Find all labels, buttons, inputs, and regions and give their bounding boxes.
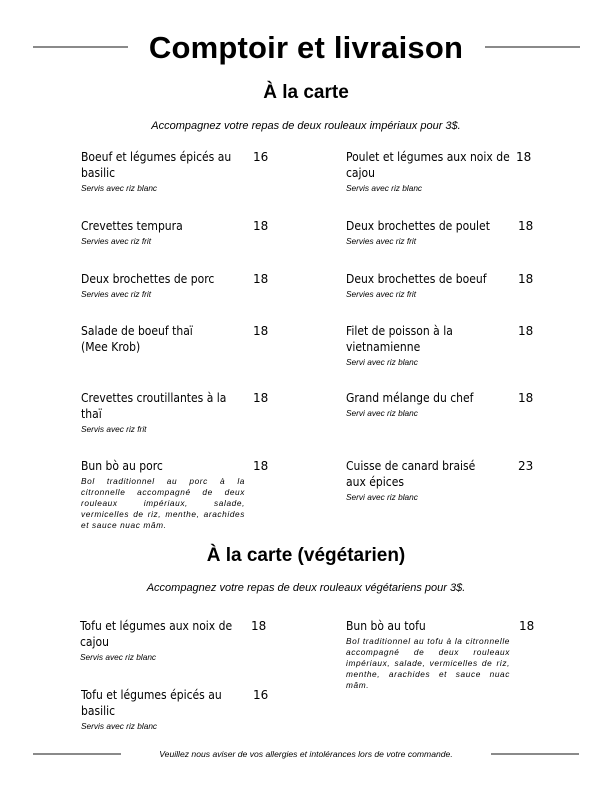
item-name: Tofu et légumes épicés au basilic [81, 688, 222, 718]
menu-item [81, 458, 271, 531]
item-price: 18 [518, 272, 534, 286]
item-name: Deux brochettes de boeuf [346, 272, 487, 286]
item-name: Cuisse de canard braisé aux épices [346, 459, 476, 489]
item-name: Bun bò au tofu [346, 619, 426, 633]
item-description: Servies avec riz frit [81, 289, 152, 299]
menu-item [346, 618, 536, 691]
item-price: 18 [253, 391, 269, 405]
item-price: 18 [518, 324, 534, 338]
item-name: Salade de boeuf thaï (Mee Krob) [81, 324, 193, 354]
item-name: Grand mélange du chef [346, 391, 474, 405]
item-price: 18 [253, 219, 269, 233]
item-name: Filet de poisson à la vietnamienne [346, 324, 453, 354]
section-title-a-la-carte-vegetarien: À la carte (végétarien) [206, 545, 406, 566]
item-price: 18 [516, 150, 532, 164]
item-description: Bol traditionnel au tofu à la citronnelle accompagné de deux rouleaux impériaux, salade, vermicelles de riz, menthe, arachides et sauce nuac mâm. [346, 636, 510, 690]
menu-item [346, 323, 536, 368]
menu-item [346, 458, 536, 503]
footer-note: Veuillez nous aviser de vos allergies et intolérances lors de votre commande. [159, 749, 453, 759]
item-name: Tofu et légumes aux noix de cajou [80, 619, 233, 649]
menu-item [81, 149, 271, 194]
item-description: Servis avec riz blanc [346, 183, 423, 193]
menu-item [346, 149, 536, 194]
item-price: 18 [251, 619, 267, 633]
section-title-a-la-carte: À la carte [263, 82, 349, 103]
item-price: 18 [519, 619, 535, 633]
menu-item [346, 218, 536, 247]
item-price: 18 [518, 391, 534, 405]
menu-item [80, 618, 270, 663]
menu-item [81, 323, 271, 355]
item-name: Crevettes croutillantes à la thaï [81, 391, 227, 421]
item-price: 18 [253, 272, 269, 286]
section-intro-a-la-carte-vegetarien: Accompagnez votre repas de deux rouleaux végétariens pour 3$. [146, 582, 466, 594]
item-description: Servis avec riz blanc [81, 183, 158, 193]
page-title: Comptoir et livraison [148, 30, 464, 65]
section-intro-a-la-carte: Accompagnez votre repas de deux rouleaux impériaux pour 3$. [151, 120, 461, 132]
menu-item [346, 390, 536, 419]
menu-item [81, 390, 271, 435]
item-description: Servi avec riz blanc [346, 492, 418, 502]
item-description: Servi avec riz blanc [346, 357, 418, 367]
item-price: 18 [518, 219, 534, 233]
menu-item [81, 218, 271, 247]
menu-item [81, 687, 271, 732]
item-description: Servies avec riz frit [346, 289, 417, 299]
item-description: Servi avec riz blanc [346, 408, 418, 418]
item-price: 18 [253, 324, 269, 338]
item-price: 23 [518, 459, 534, 473]
item-description: Servies avec riz frit [81, 236, 152, 246]
item-description: Bol traditionnel au porc à la citronnelle accompagné de deux rouleaux impériaux, salade, vermicelles de riz, menthe, arachides et sauce nuac mâm. [81, 476, 245, 530]
item-name: Crevettes tempura [81, 219, 183, 233]
item-price: 18 [253, 459, 269, 473]
item-description: Servis avec riz frit [81, 424, 147, 434]
item-name: Bun bò au porc [81, 459, 163, 473]
menu-item [81, 271, 271, 300]
item-description: Servies avec riz frit [346, 236, 417, 246]
item-description: Servis avec riz blanc [80, 652, 157, 662]
item-name: Boeuf et légumes épicés au basilic [81, 150, 232, 180]
menu-item [346, 271, 536, 300]
item-name: Deux brochettes de poulet [346, 219, 490, 233]
item-price: 16 [253, 688, 269, 702]
item-description: Servis avec riz blanc [81, 721, 158, 731]
item-price: 16 [253, 150, 269, 164]
item-name: Deux brochettes de porc [81, 272, 215, 286]
item-name: Poulet et légumes aux noix de cajou [346, 150, 510, 180]
